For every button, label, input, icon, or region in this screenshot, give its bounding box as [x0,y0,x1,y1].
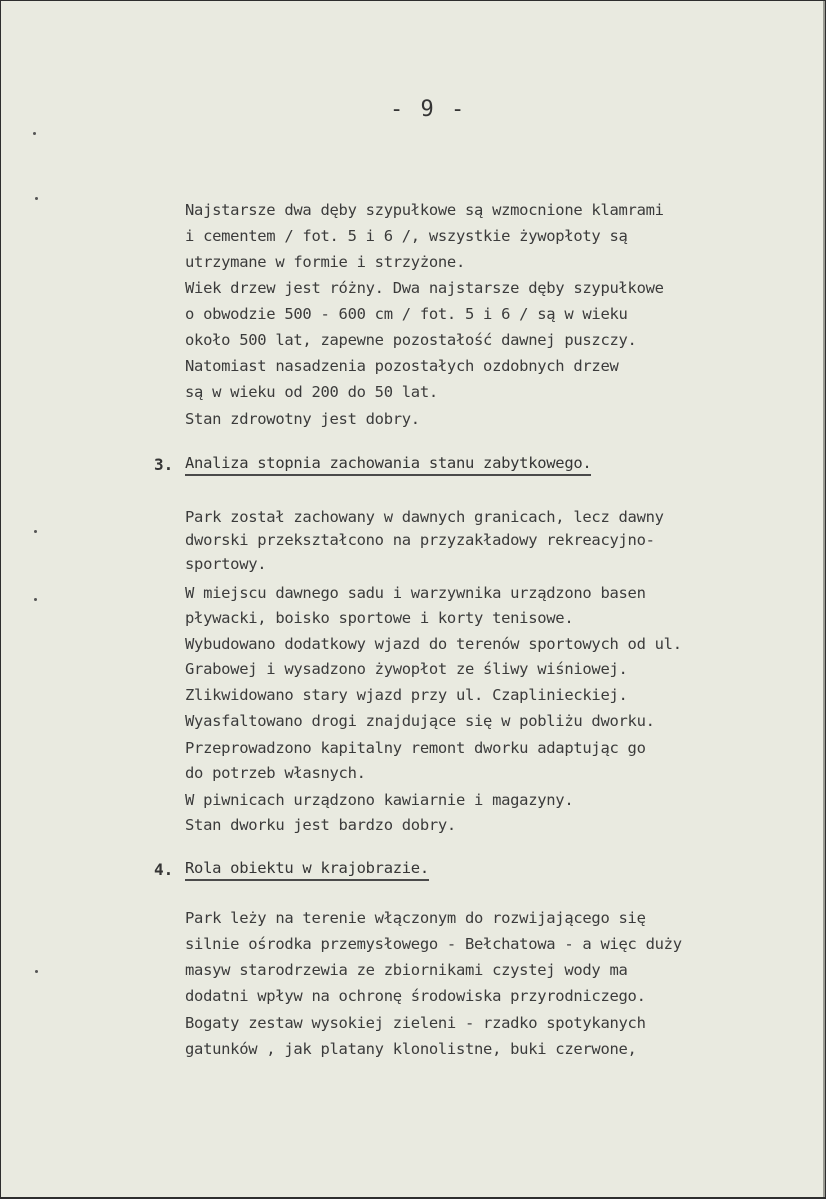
section-3-title: Analiza stopnia zachowania stanu zabytkowego. [185,456,591,476]
margin-mark [34,530,37,533]
text-line: do potrzeb własnych. [185,764,366,782]
text-line: dworski przekształcono na przyzakładowy rekreacyjno- [185,531,655,549]
text-line: sportowy. [185,555,267,573]
text-line: są w wieku od 200 do 50 lat. [185,383,438,401]
text-line: Park leży na terenie włączonym do rozwijającego się [185,909,646,927]
text-line: dodatni wpływ na ochronę środowiska przyrodniczego. [185,987,646,1005]
text-line: Bogaty zestaw wysokiej zieleni - rzadko spotykanych [185,1014,646,1032]
page-number: - 9 - [390,97,467,122]
margin-mark [34,598,37,601]
text-line: masyw starodrzewia ze zbiornikami czystej wody ma [185,961,628,979]
text-line: i cementem / fot. 5 i 6 /, wszystkie żywopłoty są [185,227,628,245]
margin-mark [33,132,36,135]
text-line: Zlikwidowano stary wjazd przy ul. Czaplinieckiej. [185,686,628,704]
text-line: W miejscu dawnego sadu i warzywnika urządzono basen [185,584,646,602]
section-3-number: 3. [154,455,174,474]
margin-mark [35,970,38,973]
text-line: Park został zachowany w dawnych granicach, lecz dawny [185,508,664,526]
text-line: pływacki, boisko sportowe i korty tenisowe. [185,609,574,627]
margin-mark [35,197,38,200]
text-line: utrzymane w formie i strzyżone. [185,253,465,271]
text-line: około 500 lat, zapewne pozostałość dawnej puszczy. [185,331,637,349]
text-line: Natomiast nasadzenia pozostałych ozdobnych drzew [185,357,619,375]
section-4-title: Rola obiektu w krajobrazie. [185,861,429,881]
text-line: Wiek drzew jest różny. Dwa najstarsze dęby szypułkowe [185,279,664,297]
text-line: gatunków , jak platany klonolistne, buki czerwone, [185,1040,637,1058]
text-line: W piwnicach urządzono kawiarnie i magazyny. [185,791,574,809]
text-line: Grabowej i wysadzono żywopłot ze śliwy wiśniowej. [185,660,628,678]
text-line: Przeprowadzono kapitalny remont dworku adaptując go [185,739,646,757]
section-4-number: 4. [154,860,174,879]
text-line: Najstarsze dwa dęby szypułkowe są wzmocnione klamrami [185,201,664,219]
text-line: o obwodzie 500 - 600 cm / fot. 5 i 6 / są w wieku [185,305,628,323]
document-page [1,1,825,1197]
text-line: Wyasfaltowano drogi znajdujące się w pobliżu dworku. [185,712,655,730]
text-line: Stan zdrowotny jest dobry. [185,410,420,428]
text-line: silnie ośrodka przemysłowego - Bełchatowa - a więc duży [185,935,682,953]
text-line: Stan dworku jest bardzo dobry. [185,816,456,834]
text-line: Wybudowano dodatkowy wjazd do terenów sportowych od ul. [185,635,682,653]
